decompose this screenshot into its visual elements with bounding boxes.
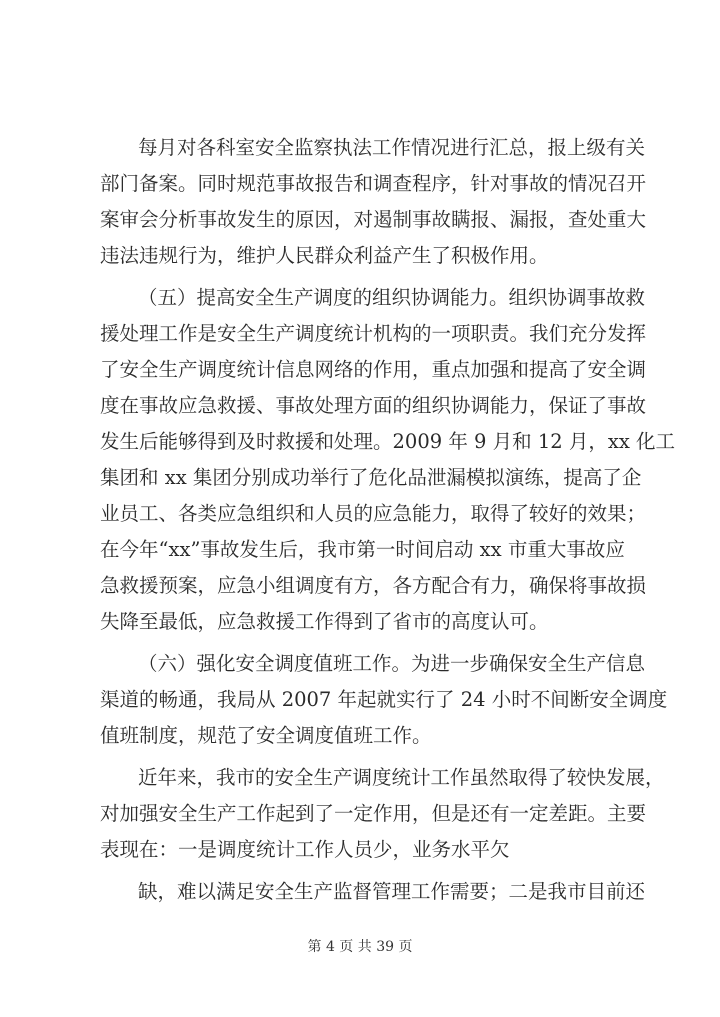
text-line: 集团和 xx 集团分别成功举行了危化品泄漏模拟演练，提高了企 — [100, 466, 642, 489]
text-line: 案审会分析事故发生的原因，对遏制事故瞒报、漏报，查处重大 — [100, 208, 647, 231]
text-line: 发生后能够得到及时救援和处理。2009 年 9 月和 12 月，xx 化工 — [100, 430, 676, 453]
paragraph — [100, 874, 646, 910]
text-line: 违法违规行为，维护人民群众利益产生了积极作用。 — [100, 244, 549, 267]
text-line: 了安全生产调度统计信息网络的作用，重点加强和提高了安全调 — [100, 358, 647, 381]
text-line: 对加强安全生产工作起到了一定作用，但是还有一定差距。主要 — [100, 802, 647, 825]
paragraph — [100, 130, 647, 274]
text-line: 值班制度，规范了安全调度值班工作。 — [100, 724, 432, 747]
text-line: 部门备案。同时规范事故报告和调查程序，针对事故的情况召开 — [100, 172, 647, 195]
text-line: 每月对各科室安全监察执法工作情况进行汇总，报上级有关 — [138, 136, 646, 159]
text-line: 失降至最低，应急救援工作得到了省市的高度认可。 — [100, 610, 549, 633]
text-line: 急救援预案，应急小组调度有方，各方配合有力，确保将事故损 — [100, 574, 647, 597]
text-line: 渠道的畅通，我局从 2007 年起就实行了 24 小时不间断安全调度 — [100, 688, 668, 711]
text-line: 援处理工作是安全生产调度统计机构的一项职责。我们充分发挥 — [100, 322, 647, 345]
text-line: 业员工、各类应急组织和人员的应急能力，取得了较好的效果； — [100, 502, 647, 525]
paragraph — [100, 646, 668, 754]
text-line: 缺，难以满足安全生产监督管理工作需要；二是我市目前还 — [138, 880, 646, 903]
paragraph — [100, 280, 676, 640]
text-line: 近年来，我市的安全生产调度统计工作虽然取得了较快发展， — [138, 766, 665, 789]
page-number-footer: 第 4 页 共 39 页 — [307, 939, 413, 955]
text-line: （六）强化安全调度值班工作。为进一步确保安全生产信息 — [138, 652, 646, 675]
text-line: （五）提高安全生产调度的组织协调能力。组织协调事故救 — [138, 286, 646, 309]
text-line: 度在事故应急救援、事故处理方面的组织协调能力，保证了事故 — [100, 394, 647, 417]
paragraph — [100, 760, 665, 868]
text-line: 在今年“xx”事故发生后，我市第一时间启动 xx 市重大事故应 — [100, 538, 625, 561]
text-line: 表现在：一是调度统计工作人员少，业务水平欠 — [100, 838, 510, 861]
document-body — [100, 130, 676, 916]
